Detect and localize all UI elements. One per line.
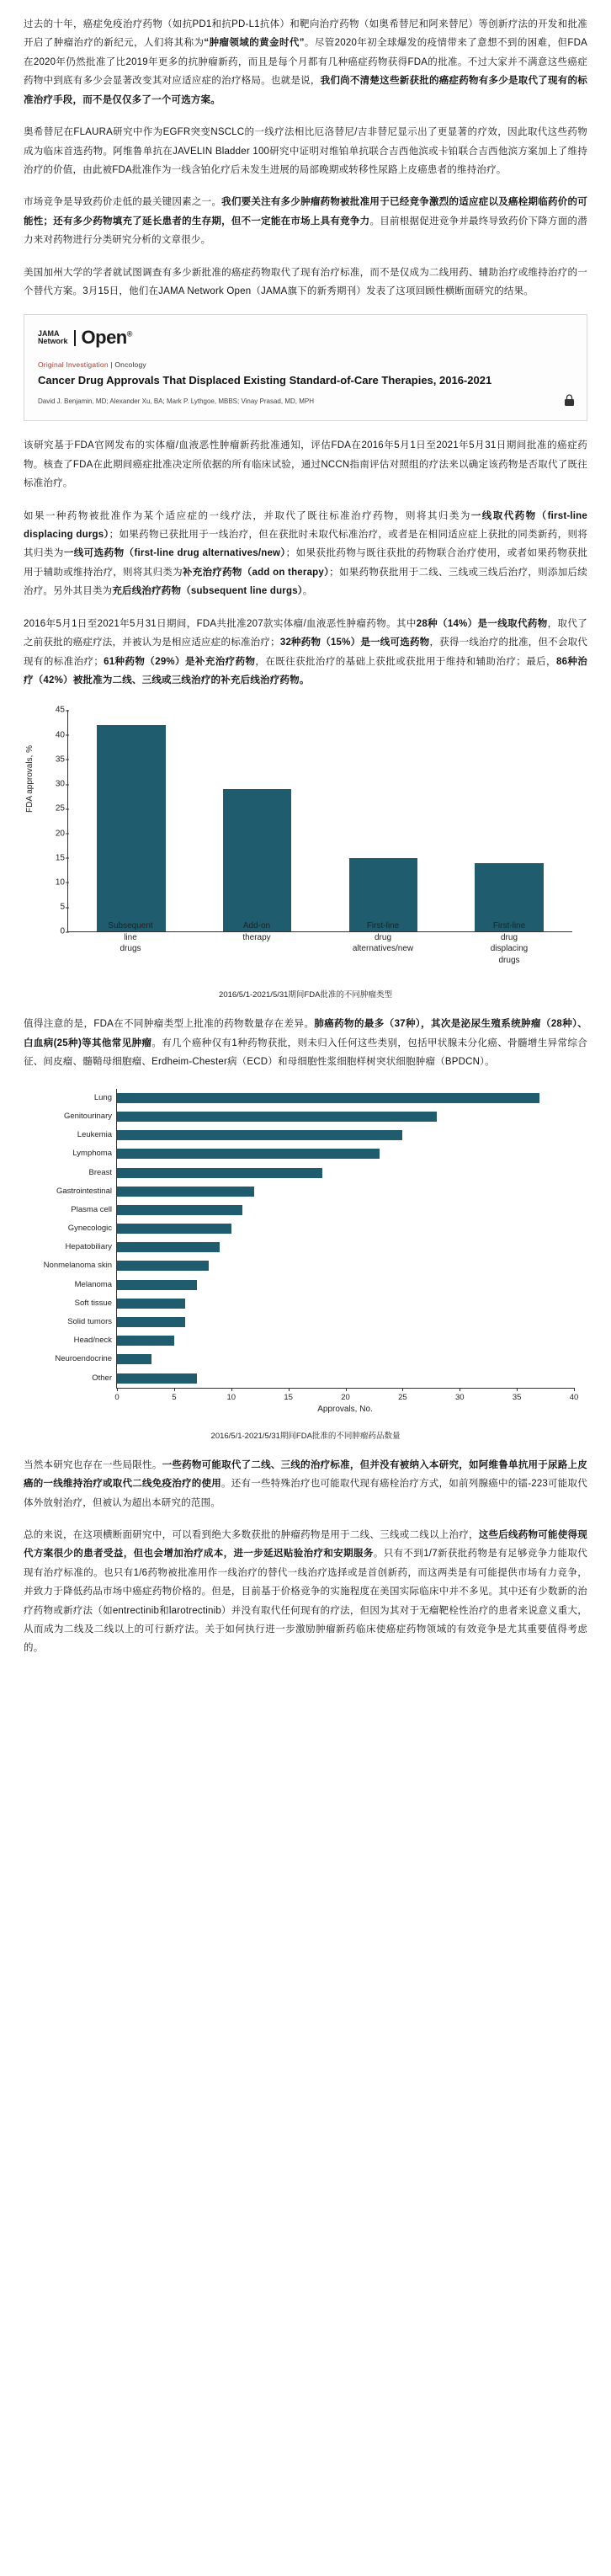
x-axis-tick-label: 25: [398, 1392, 407, 1402]
y-axis-tick: 0: [40, 927, 65, 936]
bar: [117, 1299, 185, 1309]
x-axis-tick: [289, 1388, 290, 1391]
figure-approval-types: [24, 703, 587, 1000]
x-axis-tick-label: 10: [226, 1392, 236, 1402]
bar: [117, 1205, 242, 1215]
bar: [223, 789, 292, 931]
paragraph: 当然本研究也存在一些局限性。一些药物可能取代了二线、三线的治疗标准，但并没有被纳入本研究，如阿维鲁单抗用于尿路上皮癌的一线维持治疗或取代二线免疫治疗的使用。还有一些特殊治疗也可能取代现有癌栓治疗方式，如前列腺癌中的镭-223可能取代体外放射治疗，但被认为超出本研究的范围。: [24, 1459, 588, 1508]
bar-item: [327, 710, 438, 931]
bar: [117, 1187, 254, 1197]
bar-item: [67, 1223, 574, 1235]
bar: [117, 1242, 220, 1252]
figure-approvals-by-tumor: [24, 1085, 587, 1441]
y-axis-tick-label: Gastrointestinal: [56, 1186, 112, 1196]
open-wordmark: Open®: [81, 327, 132, 349]
bar-item: [55, 1353, 574, 1365]
paragraph: 总的来说，在这项横断面研究中，可以看到绝大多数获批的肿瘤药物是用于二线、三线或二线以上治疗，这些后线药物可能使得现代方案很少的患者受益，但也会增加治疗成本，进一步延迟贴验治疗和安期服务。只有不到1/7新获批药物是有足够竞争力能取代现有治疗标准的。也只有1/6药物被批准用作一线治疗的替代一线治疗选择或是首创新药，而这两类是有可能提供市场有力竞争，并致力于降低药品市场中癌症药物价格的。但是，目前基于价格竞争的实施程度在美国实际临床中并不多见。其中还有少数新的治疗药物或新疗法（如entrectinib和larotrectinib）并没有取代任何现有的疗法，但因为其对于无瘤靶栓性治疗的患者来说意义重大，从而成为二线及二线以上的可行新疗法。关于如何执行进一步激励肿瘤新药临床使癌症药物领域的有效竞争是尤其重要值得考虑的。: [24, 1529, 588, 1654]
paragraph: 市场竞争是导致药价走低的最关键因素之一。我们要关注有多少肿瘤药物被批准用于已经竞争激烈的适应症以及癌栓期临药价的可能性；还有多少药物填充了延长患者的生存期，但不一定能在市场上具有竞争力。目前根据促进竞争并最终导致药价下降方面的潜力来对药物进行分类研究分析的文章很少。: [24, 197, 587, 246]
kicker-section: Oncology: [114, 360, 146, 370]
bar: [117, 1336, 174, 1346]
bar: [117, 1224, 231, 1234]
bar: [117, 1168, 322, 1178]
x-axis-tick-label: Subsequent line drugs: [108, 921, 153, 954]
article-title[interactable]: Cancer Drug Approvals That Displaced Existing Standard-of-Care Therapies, 2016-2021: [38, 374, 492, 387]
y-axis-tick: 20: [40, 829, 65, 838]
y-axis-tick: 10: [40, 877, 65, 887]
bar-series: [68, 710, 572, 931]
x-axis-tick: [517, 1388, 518, 1391]
bar-item: [74, 1298, 574, 1309]
y-axis-tick-label: Other: [92, 1373, 112, 1383]
article-kicker: [38, 360, 573, 369]
bar-item: [67, 1316, 574, 1328]
x-axis-tick: [574, 1388, 575, 1391]
bar: [117, 1112, 437, 1122]
bar-item: [76, 710, 187, 931]
jama-network-open-logo: [38, 327, 573, 349]
bar-chart-approvals-by-tumor: [24, 1085, 587, 1422]
x-axis-tick-label: 40: [569, 1392, 579, 1402]
y-axis-tick-label: Melanoma: [74, 1279, 112, 1289]
bar-item: [454, 710, 565, 931]
bar: [117, 1280, 197, 1290]
bar: [117, 1317, 185, 1327]
jama-network-wordmark: [38, 330, 76, 346]
paragraph: 该研究基于FDA官网发布的实体瘤/血液恶性肿瘤新药批准通知，评估FDA在2016年5月1日至2021年5月31日期间批准的癌症药物。核查了FDA在此期间癌症批准决定所依据的所有临床试验，通过NCCN指南评估对照组的疗法来以确定该药物是否取代了既往标准治疗。: [24, 440, 587, 489]
y-axis-tick: 45: [40, 706, 65, 715]
y-axis-tick-label: Hepatobiliary: [65, 1242, 112, 1252]
x-axis-tick-label: Add-on therapy: [242, 921, 271, 942]
x-axis-categories: [67, 920, 572, 966]
x-axis-tick-label: 20: [341, 1392, 350, 1402]
y-axis-tick-label: Nonmelanoma skin: [43, 1261, 112, 1271]
bar-item: [74, 1279, 574, 1291]
bar-item: [43, 1260, 574, 1272]
y-axis-label: FDA approvals, %: [25, 745, 35, 813]
x-axis-tick-label: 5: [172, 1392, 177, 1402]
bar-item: [92, 1373, 574, 1384]
paragraph: 如果一种药物被批准作为某个适应症的一线疗法，并取代了既往标准治疗药物，则将其归类为一线取代药物（first-line displacing durgs）；如果药物已获批用于一线治疗，但在获批时未取代标准治疗，或者是在相同适应症上获批的同类新药，则将其归类为一线可选药物（first-line drug alternatives/new）；如果获批药物与既往获批的药物联合治疗使用，或者如果药物获批用于辅助或维持治疗，则将其归类为补充治疗药物（add on therapy）；如果药物获批用于二线、三线或三线后治疗，则添加后续治疗。另外其目类为充后线治疗药物（subsequent line durgs）。: [24, 510, 588, 597]
y-axis-tick-label: Gynecologic: [67, 1224, 112, 1234]
y-axis-tick-label: Head/neck: [73, 1336, 112, 1346]
x-axis-tick: [402, 1388, 403, 1391]
bar: [117, 1149, 380, 1159]
paragraph: 过去的十年，癌症免疫治疗药物（如抗PD1和抗PD-L1抗体）和靶向治疗药物（如奥希替尼和阿来替尼）等创新疗法的开发和批准开启了肿瘤治疗的新纪元，人们将其称为“肿瘤领域的黄金时代”。尽管2020年初全球爆发的疫情带来了意想不到的困难，但FDA在2020年仍然批准了比2019年更多的抗肿瘤新药，而且是每个月都有几种癌症药物获得FDA的批准。不过大家并不满意这些癌症药物中到底有多少会显著改变其对应适应症的治疗格局。也就是说，我们尚不清楚这些新获批的癌症药物有多少是取代了现有的标准治疗手段，而不是仅仅多了一个可选方案。: [24, 19, 587, 105]
bar: [117, 1373, 197, 1384]
bar-item: [93, 1092, 574, 1104]
lock-icon: [564, 394, 575, 407]
registered-mark: ®: [126, 330, 132, 339]
paragraph: 奥希替尼在FLAURA研究中作为EGFR突变NSCLC的一线疗法相比厄洛替尼/吉非替尼显示出了更显著的疗效，因此取代这些药物成为临床首选药物。阿维鲁单抗在JAVELIN Bladder 100研究中证明对维铂单抗联合吉西他滨或卡铂联合吉西他滨方案加上了维持治疗的价值，由此被FDA批准作为一线含铂化疗后未发生进展的局部晚期或转移性尿路上皮癌患者的维持治疗。: [24, 127, 587, 175]
y-axis-tick-label: Genitourinary: [63, 1111, 112, 1121]
x-axis-tick: [231, 1388, 232, 1391]
y-axis-tick-label: Lymphoma: [72, 1149, 112, 1159]
y-axis-tick-label: Soft tissue: [74, 1298, 112, 1308]
bar: [117, 1130, 402, 1140]
bar-item: [73, 1335, 574, 1347]
bar-item: [88, 1167, 574, 1179]
network-text: Network: [38, 337, 68, 346]
bar: [117, 1354, 151, 1364]
y-axis-tick-label: Breast: [88, 1167, 112, 1177]
bar-chart-approval-types: [24, 703, 587, 981]
y-axis-tick-label: Neuroendocrine: [55, 1354, 112, 1364]
x-axis-tick-label: 0: [114, 1392, 120, 1402]
article-authors: David J. Benjamin, MD; Alexander Xu, BA; Mark P. Lythgoe, MBBS; Vinay Prasad, MD, MPH: [38, 397, 314, 406]
y-axis-tick: 5: [40, 903, 65, 912]
x-axis-tick-label: 30: [454, 1392, 465, 1402]
bar-item: [72, 1148, 574, 1160]
x-axis-tick-label: 15: [284, 1392, 293, 1402]
bar-item: [77, 1129, 574, 1141]
x-axis-tick: [346, 1388, 347, 1391]
paragraph: 值得注意的是，FDA在不同肿瘤类型上批准的药物数量存在差异。肺癌药物的最多（37种），其次是泌尿生殖系统肿瘤（28种）、白血病(25种)等其他常见肿瘤。有几个癌种仅有1种药物获批，则未归入任何这些类别，包括甲状腺未分化癌、骨髓增生异常综合征、间皮瘤、髓鞘母细胞瘤、Erdheim-Chester病（ECD）和母细胞性浆细胞样树突状细胞肿瘤（BPDCN）。: [24, 1019, 587, 1068]
figure-caption: 2016/5/1-2021/5/31期间FDA批准的不同肿瘤类型: [219, 990, 392, 1000]
jama-text: JAMA: [38, 329, 60, 339]
y-axis-tick: 40: [40, 730, 65, 739]
x-axis-tick: [174, 1388, 175, 1391]
x-axis-tick-label: First-line drug displacing drugs: [490, 921, 529, 965]
y-axis-tick: 30: [40, 780, 65, 789]
kicker-prefix: Original Investigation: [38, 360, 109, 370]
x-axis-tick: [117, 1388, 118, 1391]
paragraph: 美国加州大学的学者就试图调查有多少新批准的癌症药物取代了现有治疗标准，而不是仅成为二线用药、辅助治疗或维持治疗的一个替代方案。3月15日，他们在JAMA Network Open（JAMA旗下的新秀期刊）发表了这项回顾性横断面研究的结果。: [24, 267, 587, 297]
bar-item: [56, 1186, 574, 1197]
bar: [117, 1093, 539, 1103]
figure-caption: 2016/5/1-2021/5/31期间FDA批准的不同肿瘤药品数量: [210, 1431, 401, 1441]
bar-item: [202, 710, 313, 931]
x-axis-label: Approvals, No.: [317, 1404, 373, 1414]
y-axis-tick-label: Lung: [93, 1092, 112, 1102]
bar: [97, 725, 166, 931]
chart-plot-area: [55, 705, 572, 936]
y-axis-tick-label: Plasma cell: [71, 1204, 112, 1214]
paragraph: 2016年5月1日至2021年5月31日期间，FDA共批准207款实体瘤/血液恶性肿瘤药物。其中28种（14%）是一线取代药物，取代了之前获批的癌症疗法，并被认为是相应适应症的标准治疗；32种药物（15%）是一线可选药物，获得一线治疗的批准，但不会取代现有的标准治疗；61种药物（29%）是补充治疗药物，在既往获批治疗的基础上获批或获批用于维持和辅助治疗；最后，86种治疗（42%）被批准为二线、三线或三线治疗的补充后线治疗药物。: [24, 618, 588, 685]
bar: [117, 1261, 209, 1271]
x-axis-tick-label: 35: [512, 1392, 522, 1402]
chart-plot-area: [43, 1089, 579, 1402]
bar-item: [63, 1111, 574, 1123]
bar-item: [65, 1241, 574, 1253]
x-axis-tick-label: First-line drug alternatives/new: [352, 921, 414, 954]
journal-article-card[interactable]: [24, 314, 587, 421]
kicker-separator: |: [110, 360, 113, 370]
y-axis-tick-label: Leukemia: [77, 1130, 112, 1140]
y-axis-tick: 15: [40, 853, 65, 862]
y-axis-tick: 25: [40, 804, 65, 813]
y-axis-tick-label: Solid tumors: [67, 1317, 112, 1326]
y-axis-tick: 35: [40, 755, 65, 764]
bar-item: [71, 1204, 574, 1216]
